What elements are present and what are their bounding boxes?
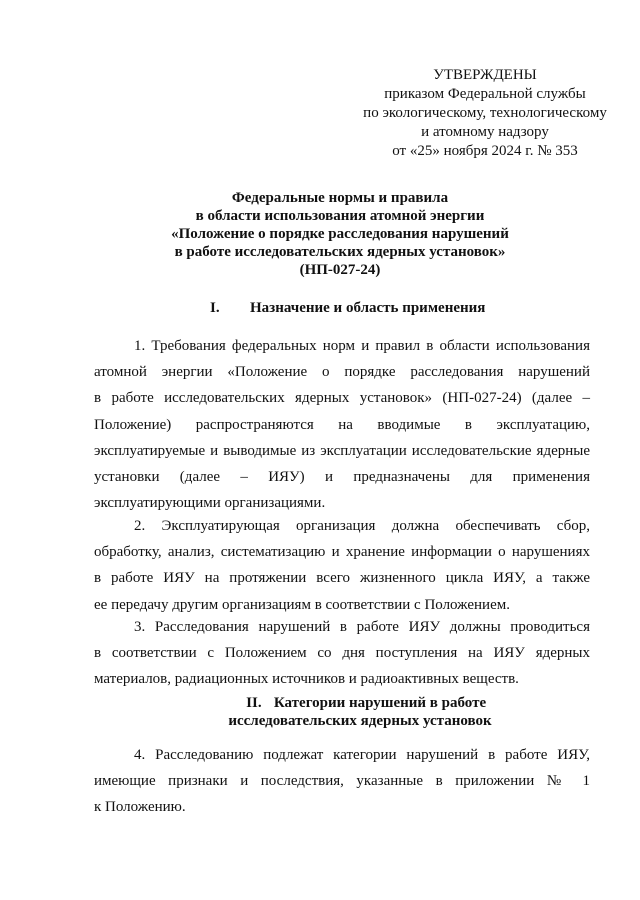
paragraph-4	[94, 742, 590, 821]
section-title-line-2: исследовательских ядерных установок	[228, 713, 492, 729]
approval-line: от «25» ноября 2024 г. № 353	[392, 143, 578, 159]
paragraph-line: материалов, радиационных источников и радиоактивных веществ.	[94, 671, 519, 688]
paragraph-line: в работе ИЯУ на протяжении всего жизненного цикла ИЯУ, а также	[94, 570, 590, 587]
paragraph-line: эксплуатируемые и выводимые из эксплуатации исследовательские ядерные	[94, 442, 590, 459]
approval-line: и атомному надзору	[421, 124, 549, 140]
approval-stamp	[340, 66, 630, 161]
section-title: Категории нарушений в работе	[273, 695, 487, 711]
title-line: «Положение о порядке расследования нарушений	[171, 226, 509, 242]
paragraph-line: имеющие признаки и последствия, указанные в приложении № 1	[94, 773, 590, 790]
approval-line: по экологическому, технологическому	[363, 105, 607, 121]
paragraph-line: 3. Расследования нарушений в работе ИЯУ должны проводиться	[134, 619, 590, 635]
section-number: I.	[210, 300, 220, 316]
paragraph-line: 2. Эксплуатирующая организация должна обеспечивать сбор,	[134, 518, 590, 534]
title-line: в работе исследовательских ядерных установок»	[174, 244, 506, 260]
paragraph-1	[94, 333, 590, 516]
paragraph-line: 4. Расследованию подлежат категории нарушений в работе ИЯУ,	[134, 747, 590, 763]
section-1-heading	[210, 299, 485, 317]
paragraph-line: 1. Требования федеральных норм и правил в области использования	[134, 338, 590, 354]
paragraph-line: к Положению.	[94, 799, 186, 816]
paragraph-line: атомной энергии «Положение о порядке расследования нарушений	[94, 364, 590, 381]
paragraph-line: установки (далее – ИЯУ) и предназначены для применения	[94, 469, 590, 486]
title-line: (НП-027-24)	[299, 262, 381, 278]
paragraph-line: в соответствии с Положением со дня поступления на ИЯУ ядерных	[94, 645, 590, 662]
paragraph-line: ее передачу другим организациям в соответствии с Положением.	[94, 596, 510, 613]
title-line: Федеральные нормы и правила	[231, 190, 449, 206]
paragraph-2	[94, 513, 590, 618]
paragraph-line: обработку, анализ, систематизацию и хранение информации о нарушениях	[94, 544, 590, 561]
section-heading-line-1	[234, 695, 486, 711]
paragraph-line: Положение) распространяются на вводимые в эксплуатацию,	[94, 416, 590, 433]
section-title: Назначение и область применения	[250, 300, 486, 316]
section-number: II.	[246, 695, 262, 711]
paragraph-line: эксплуатирующими организациями.	[94, 495, 326, 512]
paragraph-line: в работе исследовательских ядерных установок» (НП-027-24) (далее –	[94, 390, 590, 407]
approval-line: УТВЕРЖДЕНЫ	[433, 67, 537, 83]
approval-line: приказом Федеральной службы	[384, 86, 586, 102]
title-line: в области использования атомной энергии	[195, 208, 485, 224]
section-2-heading	[210, 694, 510, 730]
document-title	[90, 189, 590, 279]
paragraph-3	[94, 614, 590, 693]
